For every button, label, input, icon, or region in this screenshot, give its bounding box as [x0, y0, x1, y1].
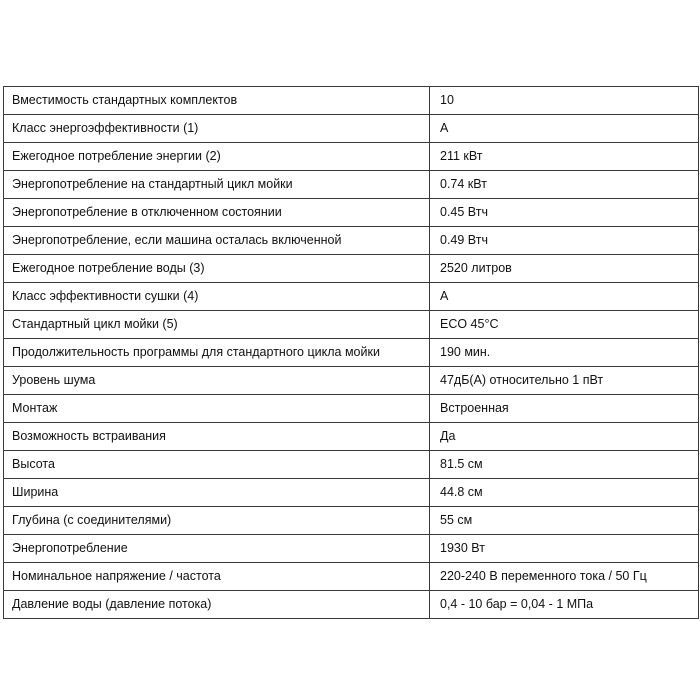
spec-label: Энергопотребление на стандартный цикл мойки: [4, 171, 430, 199]
spec-label: Давление воды (давление потока): [4, 591, 430, 619]
spec-label: Энергопотребление в отключенном состоянии: [4, 199, 430, 227]
spec-value: 1930 Вт: [430, 535, 699, 563]
spec-row-noise-level: [4, 367, 699, 395]
spec-label: Стандартный цикл мойки (5): [4, 311, 430, 339]
spec-value: 0.74 кВт: [430, 171, 699, 199]
spec-row-annual-water: [4, 255, 699, 283]
spec-row-voltage-frequency: [4, 563, 699, 591]
spec-row-left-on-energy: [4, 227, 699, 255]
spec-value: 0,4 - 10 бар = 0,04 - 1 МПа: [430, 591, 699, 619]
spec-label: Ширина: [4, 479, 430, 507]
spec-row-water-pressure: [4, 591, 699, 619]
spec-row-width: [4, 479, 699, 507]
spec-row-annual-energy: [4, 143, 699, 171]
spec-label: Ежегодное потребление энергии (2): [4, 143, 430, 171]
spec-label: Класс энергоэффективности (1): [4, 115, 430, 143]
spec-row-built-in-option: [4, 423, 699, 451]
spec-value: 10: [430, 87, 699, 115]
spec-label: Вместимость стандартных комплектов: [4, 87, 430, 115]
spec-value: 44.8 см: [430, 479, 699, 507]
spec-value: 2520 литров: [430, 255, 699, 283]
spec-row-power-consumption: [4, 535, 699, 563]
spec-label: Номинальное напряжение / частота: [4, 563, 430, 591]
spec-label: Уровень шума: [4, 367, 430, 395]
spec-value: 0.45 Втч: [430, 199, 699, 227]
spec-label: Высота: [4, 451, 430, 479]
spec-label: Класс эффективности сушки (4): [4, 283, 430, 311]
spec-row-drying-class: [4, 283, 699, 311]
spec-label: Энергопотребление: [4, 535, 430, 563]
spec-table-body: [4, 87, 699, 619]
spec-label: Монтаж: [4, 395, 430, 423]
spec-row-depth: [4, 507, 699, 535]
spec-value: 220-240 В переменного тока / 50 Гц: [430, 563, 699, 591]
spec-row-energy-class: [4, 115, 699, 143]
spec-label: Возможность встраивания: [4, 423, 430, 451]
spec-label: Глубина (с соединителями): [4, 507, 430, 535]
spec-row-installation: [4, 395, 699, 423]
spec-value: Встроенная: [430, 395, 699, 423]
spec-label: Ежегодное потребление воды (3): [4, 255, 430, 283]
spec-row-off-mode-energy: [4, 199, 699, 227]
spec-table: [3, 86, 699, 619]
spec-row-height: [4, 451, 699, 479]
spec-value: 47дБ(А) относительно 1 пВт: [430, 367, 699, 395]
spec-value: 211 кВт: [430, 143, 699, 171]
spec-row-program-duration: [4, 339, 699, 367]
spec-value: 55 см: [430, 507, 699, 535]
spec-value: 81.5 см: [430, 451, 699, 479]
spec-value: ECO 45°C: [430, 311, 699, 339]
spec-value: A: [430, 283, 699, 311]
spec-value: Да: [430, 423, 699, 451]
spec-row-cycle-energy: [4, 171, 699, 199]
spec-label: Энергопотребление, если машина осталась включенной: [4, 227, 430, 255]
spec-row-standard-cycle: [4, 311, 699, 339]
spec-value: A: [430, 115, 699, 143]
spec-label: Продолжительность программы для стандартного цикла мойки: [4, 339, 430, 367]
spec-value: 190 мин.: [430, 339, 699, 367]
spec-value: 0.49 Втч: [430, 227, 699, 255]
spec-row-capacity: [4, 87, 699, 115]
